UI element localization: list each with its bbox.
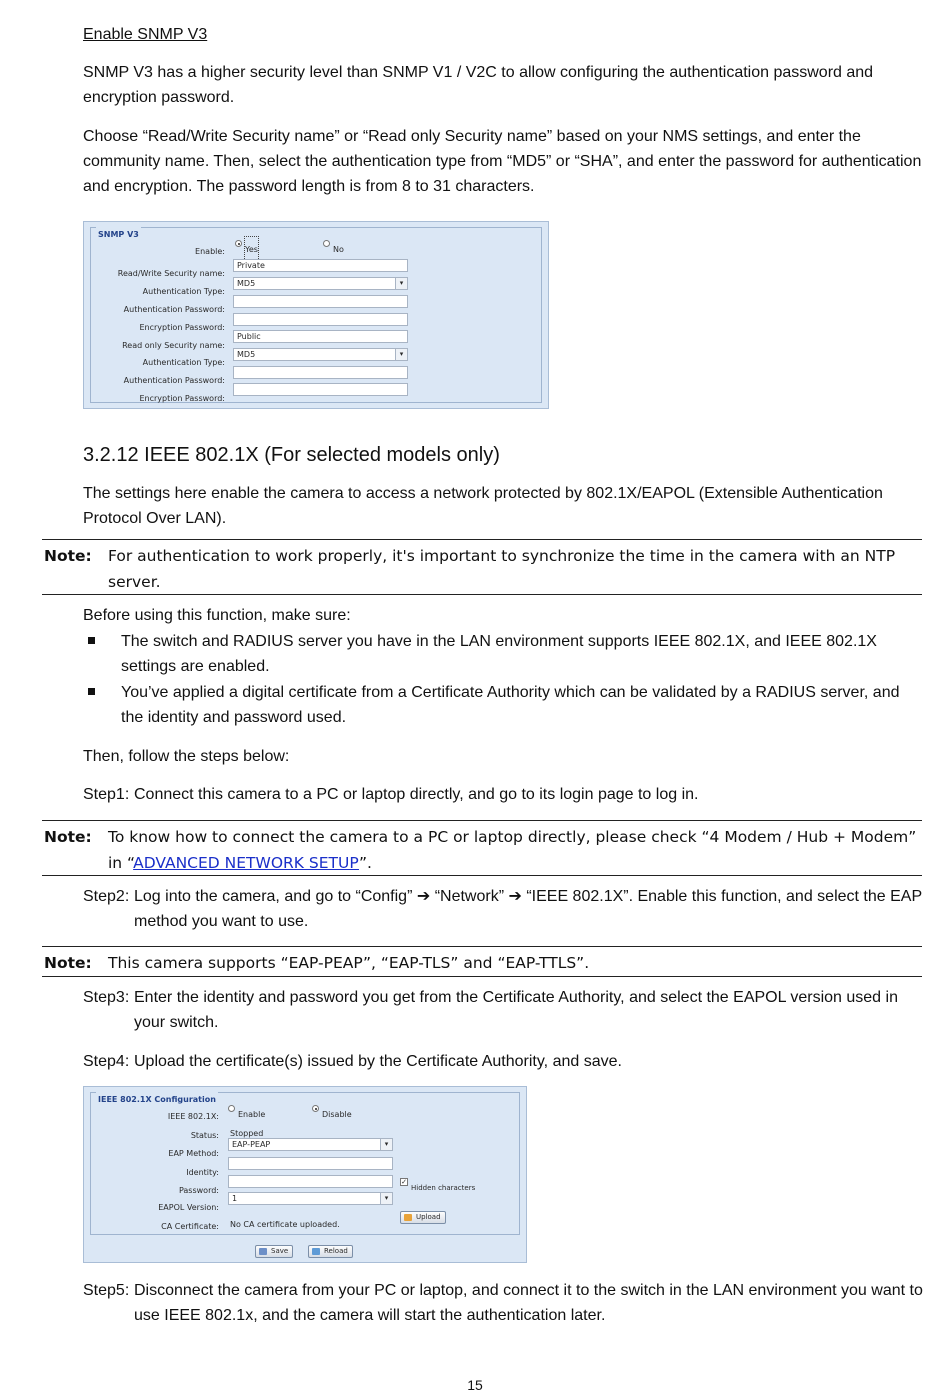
eap-method-value: EAP-PEAP: [232, 1140, 271, 1149]
upload-icon: [404, 1214, 412, 1221]
snmpv3-paragraph-2: Choose “Read/Write Security name” or “Read only Security name” based on your NMS settings, and enter the community name. Then, select the authentication type from “MD5” or “SHA”, and enter the password for authentication and encryption. The password length is from 8 to 31 characters.: [83, 128, 922, 195]
ieee-intro: The settings here enable the camera to access a network protected by 802.1X/EAPOL (Extensible Authentication Protocol Over LAN).: [83, 485, 883, 527]
step5-text: Disconnect the camera from your PC or laptop, and connect it to the switch in the LAN environment you want to use IEEE 802.1x, and the camera will start the authentication later.: [134, 1282, 923, 1324]
eapol-version-value: 1: [232, 1194, 238, 1203]
password-label: Password:: [178, 1186, 219, 1195]
then-follow-text: Then, follow the steps below:: [83, 748, 290, 765]
auth-type-2-label: Authentication Type:: [142, 358, 225, 367]
enable-yes-label: Yes: [245, 237, 258, 262]
ieee-enable-option: Enable: [238, 1110, 266, 1119]
upload-button[interactable]: [400, 1211, 446, 1224]
enc-password-input[interactable]: [233, 313, 408, 326]
hidden-characters-checkbox[interactable]: ✓: [401, 1178, 407, 1186]
enable-no-label: No: [333, 245, 344, 254]
note-connect-directly: [42, 820, 922, 876]
page-number: 15: [467, 1377, 483, 1393]
step5-label: Step5:: [83, 1282, 130, 1299]
ieee-section-heading: 3.2.12 IEEE 802.1X (For selected models only): [83, 444, 500, 466]
identity-label: Identity:: [186, 1168, 219, 1177]
bullet-icon: [88, 688, 95, 695]
auth-password-label: Authentication Password:: [123, 305, 225, 314]
enc-password-2-input[interactable]: [233, 383, 408, 396]
status-value: Stopped: [230, 1129, 264, 1138]
note-text: This camera supports “EAP-PEAP”, “EAP-TLS” and “EAP-TTLS”.: [108, 954, 590, 972]
ca-certificate-label: CA Certificate:: [161, 1222, 219, 1231]
note-text-part: ”.: [358, 854, 372, 872]
snmpv3-settings-screenshot: [83, 221, 549, 409]
enc-password-2-label: Encryption Password:: [139, 394, 225, 403]
note-label: Note:: [44, 828, 92, 846]
status-label: Status:: [190, 1131, 219, 1140]
auth-type-value: MD5: [237, 279, 256, 288]
note-text: [108, 824, 922, 876]
chevron-down-icon: ▾: [395, 349, 407, 360]
auth-type-2-select[interactable]: [233, 348, 408, 361]
advanced-network-setup-link[interactable]: ADVANCED NETWORK SETUP: [133, 854, 359, 872]
before-using-text: Before using this function, make sure:: [83, 607, 351, 624]
eap-method-select[interactable]: [228, 1138, 393, 1151]
ieee-config-screenshot: [83, 1086, 527, 1263]
snmpv3-heading: Enable SNMP V3: [83, 26, 208, 43]
chevron-down-icon: ▾: [380, 1139, 392, 1150]
bullet-item: You’ve applied a digital certificate from a Certificate Authority which can be validated by a RADIUS server, and the identity and password used.: [121, 684, 900, 726]
ro-security-name-label: Read only Security name:: [122, 341, 225, 350]
note-text: For authentication to work properly, it's important to synchronize the time in the camera with an NTP server.: [108, 547, 896, 591]
step4-label: Step4:: [83, 1053, 130, 1070]
rw-security-name-label: Read/Write Security name:: [117, 269, 225, 278]
enable-label: Enable:: [195, 247, 225, 256]
step4-text: Upload the certificate(s) issued by the Certificate Authority, and save.: [134, 1053, 622, 1070]
snmpv3-paragraph-1: SNMP V3 has a higher security level than SNMP V1 / V2C to allow configuring the authentication password and encryption password.: [83, 64, 874, 106]
identity-input[interactable]: [228, 1157, 393, 1170]
reload-icon: [312, 1248, 320, 1255]
step1-text: Connect this camera to a PC or laptop directly, and go to its login page to log in.: [134, 786, 699, 803]
note-label: Note:: [44, 954, 92, 972]
enc-password-label: Encryption Password:: [139, 323, 225, 332]
eap-method-label: EAP Method:: [168, 1149, 219, 1158]
auth-type-select[interactable]: [233, 277, 408, 290]
ieee-legend: IEEE 802.1X Configuration: [96, 1087, 218, 1112]
ieee-enable-radio[interactable]: [228, 1105, 235, 1112]
auth-password-input[interactable]: [233, 295, 408, 308]
note-ntp: [42, 539, 922, 595]
save-icon: [259, 1248, 267, 1255]
save-button-label: Save: [271, 1247, 289, 1255]
rw-security-name-input[interactable]: Private: [233, 259, 408, 272]
auth-type-label: Authentication Type:: [142, 287, 225, 296]
chevron-down-icon: ▾: [395, 278, 407, 289]
reload-button-label: Reload: [324, 1247, 348, 1255]
ca-certificate-status: No CA certificate uploaded.: [230, 1220, 340, 1229]
password-input[interactable]: [228, 1175, 393, 1188]
ro-security-name-input[interactable]: Public: [233, 330, 408, 343]
step3-label: Step3:: [83, 989, 130, 1006]
eapol-version-label: EAPOL Version:: [158, 1203, 219, 1212]
enable-no-radio[interactable]: [323, 240, 330, 247]
auth-password-2-label: Authentication Password:: [123, 376, 225, 385]
ieee-disable-radio[interactable]: [312, 1105, 319, 1112]
note-label: Note:: [44, 547, 92, 565]
upload-button-label: Upload: [416, 1213, 441, 1221]
bullet-icon: [88, 637, 95, 644]
snmpv3-legend: SNMP V3: [96, 222, 141, 247]
reload-button[interactable]: [308, 1245, 353, 1258]
bullet-item: The switch and RADIUS server you have in the LAN environment supports IEEE 802.1X, and IEEE 802.1X settings are enabled.: [121, 633, 877, 675]
note-eap-support: [42, 946, 922, 977]
step1-label: Step1:: [83, 786, 130, 803]
eapol-version-select[interactable]: [228, 1192, 393, 1205]
step2-text: Log into the camera, and go to “Config” ➔ “Network” ➔ “IEEE 802.1X”. Enable this function, and select the EAP method you want to use.: [134, 888, 922, 930]
save-button[interactable]: [255, 1245, 293, 1258]
chevron-down-icon: ▾: [380, 1193, 392, 1204]
step3-text: Enter the identity and password you get from the Certificate Authority, and select the EAPOL version used in your switch.: [134, 989, 898, 1031]
ieee-enable-label: IEEE 802.1X:: [167, 1112, 219, 1121]
note-text-part: To know how to connect the camera to a PC or laptop directly, please check “4 Modem / Hub + Modem” in “: [108, 828, 917, 872]
ieee-disable-option: Disable: [322, 1110, 352, 1119]
hidden-characters-label: Hidden characters: [411, 1184, 476, 1192]
enable-yes-radio[interactable]: [235, 240, 242, 247]
auth-password-2-input[interactable]: [233, 366, 408, 379]
step2-label: Step2:: [83, 888, 130, 905]
auth-type-2-value: MD5: [237, 350, 256, 359]
